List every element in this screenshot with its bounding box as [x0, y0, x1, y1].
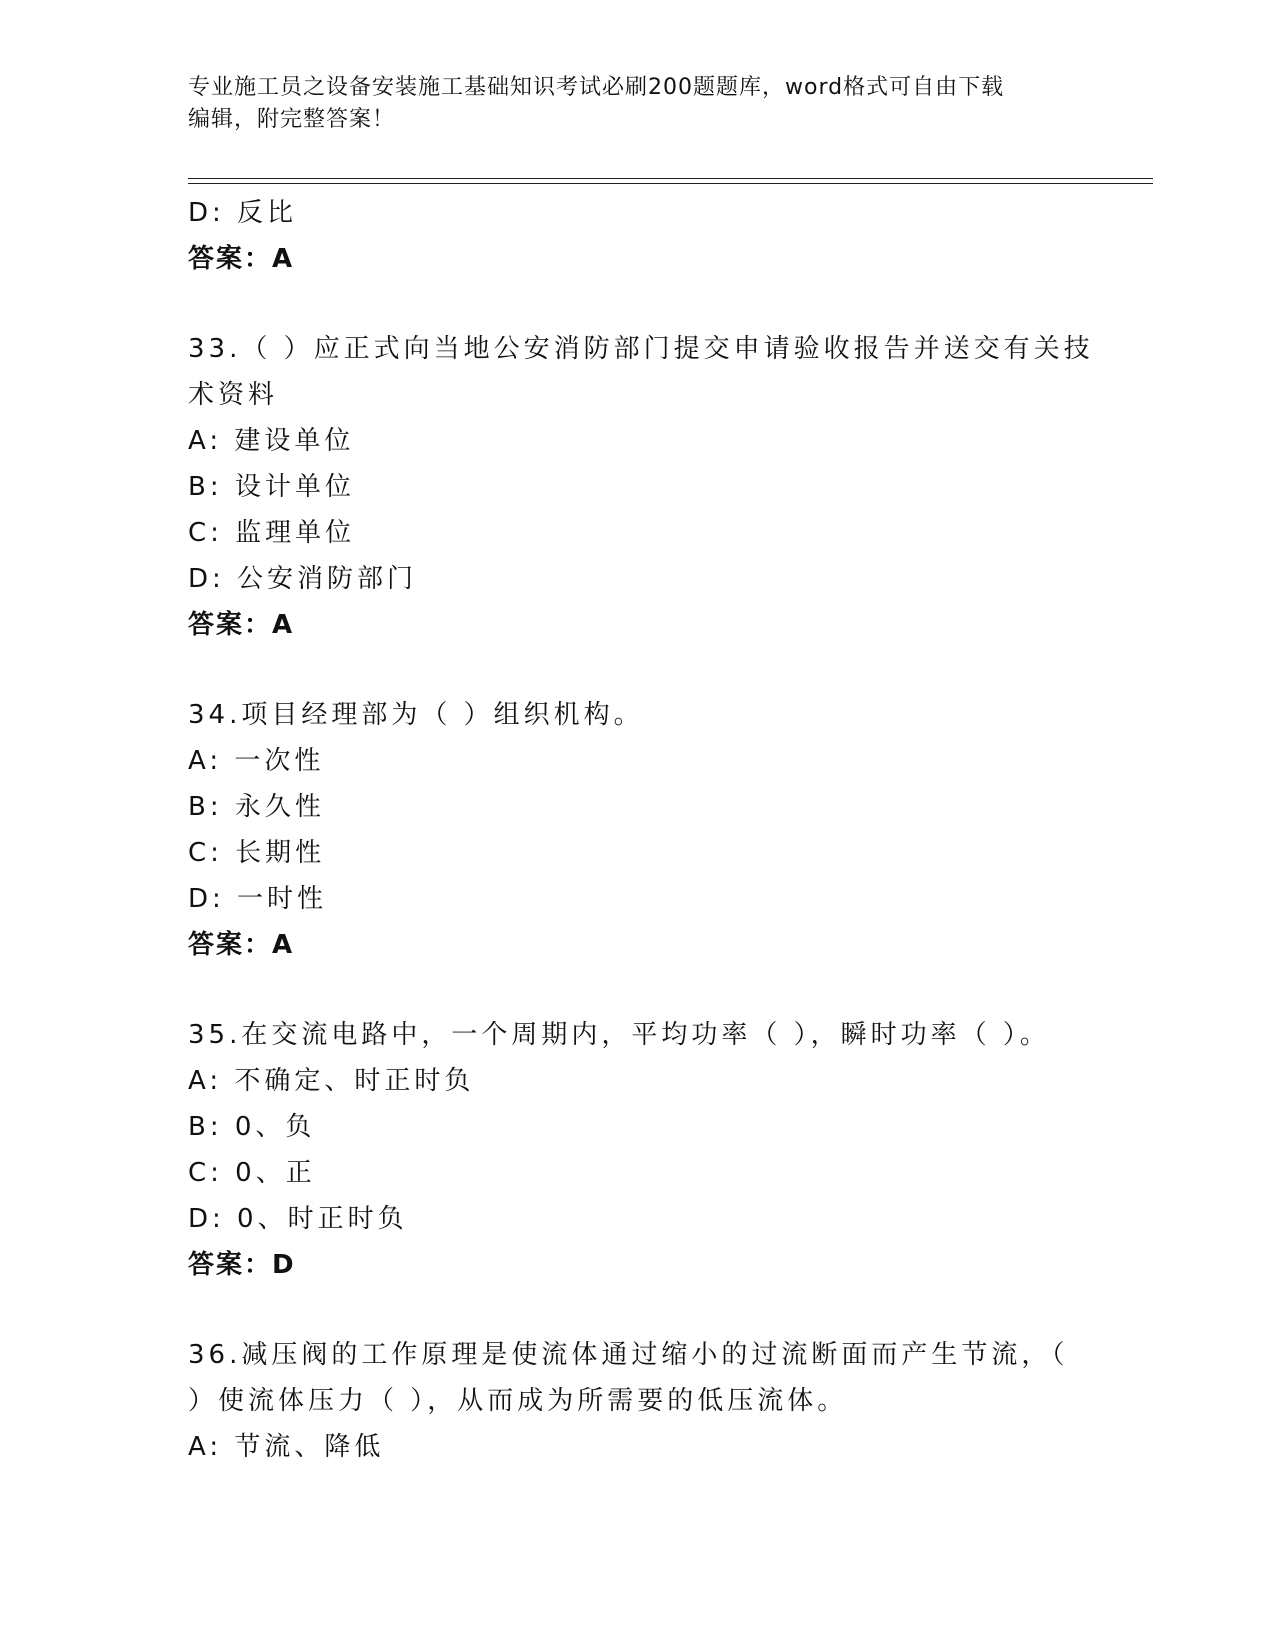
option-c: C: 长期性 — [188, 838, 326, 868]
option-b: B: 设计单位 — [188, 472, 355, 502]
question-stem: 33.（ ）应正式向当地公安消防部门提交申请验收报告并送交有关技 — [188, 334, 1094, 364]
option-c: C: 监理单位 — [188, 518, 356, 548]
option-a: A: 不确定、时正时负 — [188, 1066, 475, 1096]
option-b: B: 永久性 — [188, 792, 325, 822]
answer: 答案：A — [188, 930, 295, 960]
document-header — [188, 72, 1088, 136]
question-list — [188, 190, 1094, 1470]
question-33 — [188, 326, 1094, 648]
spacer — [188, 648, 1088, 692]
option-d: D: 一时性 — [188, 884, 328, 914]
question-stem: 36.减压阀的工作原理是使流体通过缩小的过流断面而产生节流，（ — [188, 1340, 1069, 1370]
option-d: D: 公安消防部门 — [188, 564, 418, 594]
answer: 答案：A — [188, 610, 295, 640]
option-a: A: 建设单位 — [188, 426, 355, 456]
option-c: C: 0、正 — [188, 1158, 316, 1188]
option-b: B: 0、负 — [188, 1112, 316, 1142]
header-divider-bottom — [188, 183, 1153, 184]
header-title-line-2: 编辑，附完整答案！ — [188, 107, 396, 132]
option-a: A: 一次性 — [188, 746, 325, 776]
question-35 — [188, 1012, 1088, 1288]
answer: 答案：D — [188, 1250, 296, 1280]
option-d: D: 0、时正时负 — [188, 1204, 408, 1234]
option-a: A: 节流、降低 — [188, 1432, 385, 1462]
question-stem: 34.项目经理部为（ ）组织机构。 — [188, 700, 644, 730]
prev-question-answer: 答案：A — [188, 244, 295, 274]
header-divider-top — [188, 178, 1153, 179]
question-stem: ）使流体压力（ ），从而成为所需要的低压流体。 — [188, 1386, 848, 1416]
prev-question-option-d: D: 反比 — [188, 198, 298, 228]
question-stem: 35.在交流电路中，一个周期内，平均功率（ ），瞬时功率（ ）。 — [188, 1020, 1050, 1050]
header-title-line-1: 专业施工员之设备安装施工基础知识考试必刷200题题库，word格式可自由下载 — [188, 75, 1005, 100]
spacer — [188, 1288, 1088, 1332]
question-stem: 术资料 — [188, 380, 279, 410]
question-34 — [188, 692, 1088, 968]
spacer — [188, 282, 1088, 326]
spacer — [188, 968, 1088, 1012]
question-36 — [188, 1332, 1088, 1470]
